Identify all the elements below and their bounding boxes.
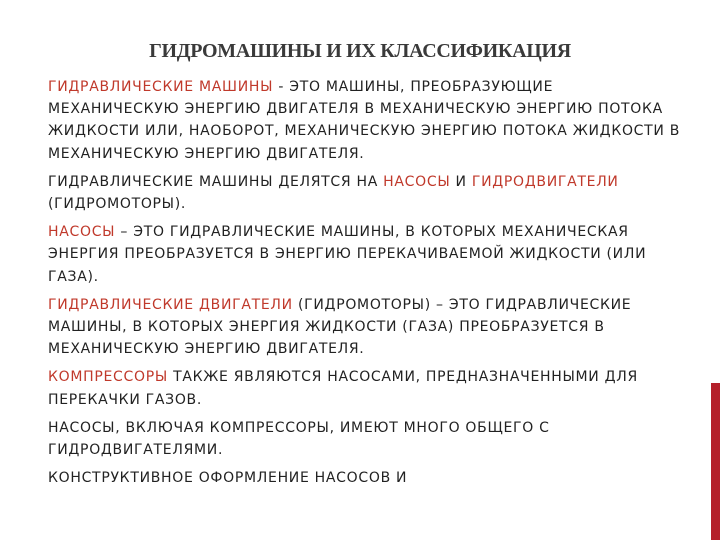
paragraph-construction: [48, 467, 688, 489]
paragraph-text: (ГИДРОМОТОРЫ).: [48, 196, 187, 213]
paragraph-motors: [48, 294, 688, 361]
term-compressors: КОМПРЕССОРЫ: [48, 369, 168, 386]
term-pumps: НАСОСЫ: [383, 173, 451, 190]
paragraph-common: [48, 417, 688, 461]
paragraph-definition: [48, 76, 688, 165]
paragraph-text: НАСОСЫ, ВКЛЮЧАЯ КОМПРЕССОРЫ, ИМЕЮТ МНОГО ОБЩЕГО С ГИДРОДВИГАТЕЛЯМИ.: [48, 419, 550, 459]
paragraph-compressors: [48, 366, 688, 410]
slide-body: [48, 76, 688, 495]
paragraph-text: И: [450, 173, 472, 190]
paragraph-text: КОНСТРУКТИВНОЕ ОФОРМЛЕНИЕ НАСОСОВ И: [48, 470, 408, 487]
paragraph-division: [48, 171, 688, 215]
term-hydraulic-motors: ГИДРОДВИГАТЕЛИ: [471, 173, 619, 190]
paragraph-text: (ГИДРОМОТОРЫ) – ЭТО ГИДРАВЛИЧЕСКИЕ МАШИНЫ, В КОТОРЫХ ЭНЕРГИЯ ЖИДКОСТИ (ГАЗА) ПРЕОБРАЗУЕТСЯ В МЕХАНИЧЕСКУЮ ЭНЕРГИЮ ДВИГАТЕЛЯ.: [48, 296, 632, 358]
term-hydraulic-engines: ГИДРАВЛИЧЕСКИЕ ДВИГАТЕЛИ: [48, 296, 293, 313]
paragraph-text: ГИДРАВЛИЧЕСКИЕ МАШИНЫ ДЕЛЯТСЯ НА: [48, 173, 384, 190]
paragraph-text: ТАКЖЕ ЯВЛЯЮТСЯ НАСОСАМИ, ПРЕДНАЗНАЧЕННЫМИ ДЛЯ ПЕРЕКАЧКИ ГАЗОВ.: [48, 369, 638, 408]
accent-bar: [711, 383, 720, 540]
paragraph-text: – ЭТО ГИДРАВЛИЧЕСКИЕ МАШИНЫ, В КОТОРЫХ МЕХАНИЧЕСКАЯ ЭНЕРГИЯ ПРЕОБРАЗУЕТСЯ В ЭНЕРГИЮ ПЕРЕКАЧИВАЕМОЙ ЖИДКОСТИ (ИЛИ ГАЗА).: [48, 224, 647, 285]
paragraph-pumps: [48, 221, 688, 288]
slide-title: ГИДРОМАШИНЫ И ИХ КЛАССИФИКАЦИЯ: [149, 40, 571, 62]
term-hydraulic-machines: ГИДРАВЛИЧЕСКИЕ МАШИНЫ: [48, 79, 274, 95]
paragraph-text: - ЭТО МАШИНЫ, ПРЕОБРАЗУЮЩИЕ МЕХАНИЧЕСКУЮ ЭНЕРГИЮ ДВИГАТЕЛЯ В МЕХАНИЧЕСКУЮ ЭНЕРГИЮ ПОТОКА ЖИДКОСТИ ИЛИ, НАОБОРОТ, МЕХАНИЧЕСКУЮ ЭНЕРГИЮ ПОТОКА ЖИДКОСТИ В МЕХАНИЧЕСКУЮ ЭНЕРГИЮ ДВИГАТЕЛЯ.: [48, 79, 681, 162]
term-pumps: НАСОСЫ: [48, 224, 116, 241]
